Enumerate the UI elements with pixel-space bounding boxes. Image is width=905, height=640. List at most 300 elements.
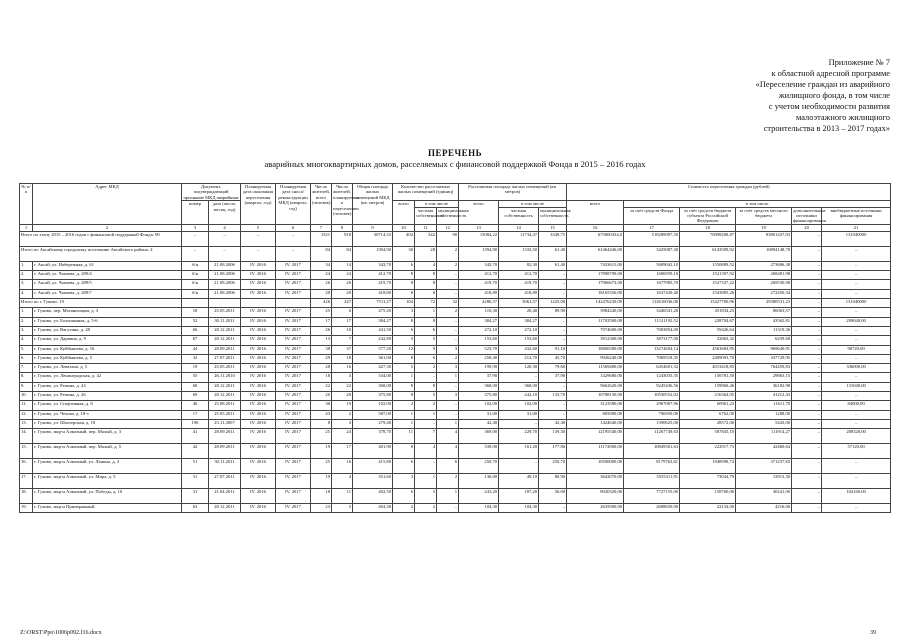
row-address: г. Гуково, ул. Дарвина, д. 9 <box>33 336 182 345</box>
table-cell: 2 <box>415 401 437 410</box>
table-cell: 83801437,03 <box>736 231 792 246</box>
table-cell: 10894148,78 <box>736 246 792 261</box>
table-cell: 42,40 <box>539 419 567 428</box>
table-cell: – <box>792 289 822 298</box>
table-cell: 159960,46 <box>680 382 736 391</box>
table-cell: – <box>182 246 209 261</box>
table-cell: 28 <box>311 364 332 373</box>
table-cell: 272,10 <box>499 326 539 335</box>
table-cell: 26 <box>311 280 332 289</box>
table-cell: 42 <box>182 444 209 459</box>
table-cell: 25.05.2011 <box>209 410 241 419</box>
row-address: г. Аксай, ул. Набережная, д. 61 <box>33 261 182 270</box>
table-cell: 404,30 <box>353 504 393 513</box>
row-address: г. Гуково, ул. Куйбышева, д. 5 <box>33 354 182 363</box>
table-cell: 869640,91 <box>736 345 792 354</box>
row-address: г. Гуково, ул. Большинная, д. 5-6 <box>33 317 182 326</box>
table-cell: – <box>792 345 822 354</box>
table-row <box>20 364 891 373</box>
table-cell: – <box>437 382 459 391</box>
table-cell: 110,30 <box>459 308 499 317</box>
table-cell: 20 <box>311 289 332 298</box>
table-cell: 28.09.2011 <box>209 345 241 354</box>
table-cell: 7069518,35 <box>624 354 680 363</box>
table-cell: – <box>792 326 822 335</box>
col-doc: Документ, подтверждающий признание МКД аварийным <box>182 184 241 201</box>
table-cell: – <box>539 382 567 391</box>
table-cell: 412,70 <box>499 271 539 280</box>
table-cell: – <box>792 474 822 489</box>
table-row <box>20 401 891 410</box>
table-cell: 9926240,00 <box>567 354 624 363</box>
table-cell: 1677985,70 <box>624 280 680 289</box>
table-cell: – <box>539 271 567 280</box>
footer-page-number: 39 <box>870 630 876 636</box>
table-cell: 20,40 <box>499 308 539 317</box>
table-cell: 104,30 <box>499 504 539 513</box>
table-cell: 69 <box>182 392 209 401</box>
table-row <box>20 299 891 308</box>
table-cell: 2 <box>393 504 415 513</box>
column-number: 2 <box>33 224 182 231</box>
table-cell: 2 <box>437 246 459 261</box>
table-cell: IV. 2017 <box>276 261 311 270</box>
table-cell: 7003854,00 <box>624 326 680 335</box>
table-cell: 133,70 <box>539 392 567 401</box>
table-cell: 587,00 <box>353 410 393 419</box>
table-cell: 18800580,00 <box>567 345 624 354</box>
col-address: Адрес МКД <box>33 184 182 225</box>
table-cell: – <box>415 459 437 474</box>
table-row <box>20 459 891 474</box>
table-cell: 17 <box>332 317 353 326</box>
table-cell: – <box>415 419 437 428</box>
col-area-resettled: Расселяемая площадь жилых помещений (кв. метров) <box>459 184 567 201</box>
table-cell: 43 <box>311 410 332 419</box>
table-cell: – <box>822 326 891 335</box>
table-cell: 1 <box>415 474 437 489</box>
table-cell: 5 <box>332 504 353 513</box>
table-cell: 82,30 <box>499 261 539 270</box>
table-cell: 5443,00 <box>736 419 792 428</box>
column-number: 13 <box>459 224 499 231</box>
table-cell: – <box>792 261 822 270</box>
table-cell: 3642070,00 <box>567 474 624 489</box>
table-cell: 1521 <box>311 231 332 246</box>
table-cell: – <box>822 354 891 363</box>
table-cell: IV. 2016 <box>241 444 276 459</box>
table-cell <box>276 299 311 308</box>
column-number: 1 <box>20 224 33 231</box>
table-cell: – <box>415 373 437 382</box>
table-cell: 18 <box>311 373 332 382</box>
table-cell: 19 <box>311 444 332 459</box>
table-row <box>20 392 891 401</box>
col-cost: Стоимость переселения граждан (рублей) <box>567 184 891 201</box>
col-rooms: Количество расселяемых жилых помещений (единиц) <box>393 184 459 201</box>
row-number: 19. <box>20 504 33 513</box>
col-rooms-private: частная собственность <box>415 207 437 224</box>
table-cell: – <box>792 354 822 363</box>
table-cell: 371237,65 <box>736 459 792 474</box>
row-number: 15. <box>20 444 33 459</box>
table-cell: 3 <box>393 308 415 317</box>
table-cell: 1521397,92 <box>680 271 736 280</box>
row-number: 11. <box>20 401 33 410</box>
column-numbers-row <box>20 224 891 231</box>
table-cell: 796950,00 <box>624 410 680 419</box>
table-cell: – <box>209 231 241 246</box>
table-cell: 268481,98 <box>736 271 792 280</box>
table-cell: 3349,75 <box>539 231 567 246</box>
table-cell: 42,40 <box>459 419 499 428</box>
table-cell: 222917,73 <box>680 444 736 459</box>
appendix-block <box>600 57 890 134</box>
table-cell: 279,40 <box>353 419 393 428</box>
footer-file-path: Z:\ORST\Ppo\1006p092.f16.docx <box>20 630 102 636</box>
row-address: г. Гуково, ул. Ленинградская, д. 42 <box>33 373 182 382</box>
appendix-line: малоэтажного жилищного <box>795 113 890 122</box>
column-number: 16 <box>567 224 624 231</box>
row-address: г. Гуково, ул. Репина, д. 24 <box>33 382 182 391</box>
table-cell: 3 <box>437 364 459 373</box>
table-cell: 32863,32 <box>680 336 736 345</box>
row-number: 12. <box>20 410 33 419</box>
table-cell: 8 <box>415 280 437 289</box>
table-cell: 418,80 <box>353 289 393 298</box>
row-number: 5. <box>20 345 33 354</box>
row-number: 7. <box>20 364 33 373</box>
table-cell: 17 <box>311 317 332 326</box>
table-cell: 13913,30 <box>736 474 792 489</box>
table-cell: – <box>792 373 822 382</box>
table-cell: IV. 2016 <box>241 271 276 280</box>
table-cell: 21.08.2006 <box>209 280 241 289</box>
table-cell: 8 <box>393 289 415 298</box>
table-cell: – <box>792 299 822 308</box>
table-cell: – <box>539 410 567 419</box>
table-cell: 4 <box>332 474 353 489</box>
table-cell: – <box>539 401 567 410</box>
table-cell: 6454601,32 <box>624 364 680 373</box>
table-cell: 3912300,00 <box>567 336 624 345</box>
table-cell: 17898799,00 <box>567 271 624 280</box>
table-cell: 17 <box>182 410 209 419</box>
row-address: г. Аксай, ул. Чапаева, д. 289/4 <box>33 271 182 280</box>
table-cell: 228704,67 <box>680 317 736 326</box>
col-area-munic: муниципальная собственность <box>539 207 567 224</box>
table-cell: – <box>437 280 459 289</box>
table-cell: 4286,57 <box>459 299 499 308</box>
table-cell: 84 <box>311 246 332 261</box>
table-cell: 5 <box>415 336 437 345</box>
table-cell: – <box>276 231 311 246</box>
table-cell: 36182,98 <box>736 382 792 391</box>
table-cell: 3984240,00 <box>567 308 624 317</box>
table-row <box>20 336 891 345</box>
col-local-funds: за счёт средств местного бюджета <box>736 207 792 224</box>
table-cell: 30241,00 <box>736 489 792 504</box>
col-planned-demolition: Планируемая дата сноса/реконструкции МКД (квартал, год) <box>276 184 311 225</box>
table-cell: 51 <box>182 459 209 474</box>
table-cell: 8 <box>415 271 437 280</box>
table-cell: 3123580,00 <box>567 401 624 410</box>
table-cell: 378,70 <box>353 429 393 444</box>
table-cell: 30714,33 <box>353 231 393 246</box>
table-cell: 158760,00 <box>680 489 736 504</box>
table-cell: 368,00 <box>353 382 393 391</box>
table-cell: 29 <box>311 354 332 363</box>
table-cell: 1394,90 <box>459 246 499 261</box>
table-cell: – <box>792 280 822 289</box>
table-cell: 402 <box>393 231 415 246</box>
document-heading <box>20 148 890 170</box>
table-row <box>20 444 891 459</box>
table-cell: 23 <box>311 504 332 513</box>
table-cell: 21.04.2011 <box>209 489 241 504</box>
table-cell: IV. 2017 <box>276 459 311 474</box>
table-cell: IV. 2017 <box>276 354 311 363</box>
table-cell: – <box>792 382 822 391</box>
table-cell: 91,10 <box>539 345 567 354</box>
table-cell: 111914,27 <box>736 429 792 444</box>
table-cell: IV. 2017 <box>276 419 311 428</box>
table-cell: 199,90 <box>459 364 499 373</box>
table-cell: 30.11.2011 <box>209 317 241 326</box>
table-cell: – <box>792 504 822 513</box>
row-number: 3. <box>20 326 33 335</box>
column-number: 5 <box>241 224 276 231</box>
table-cell: – <box>209 246 241 261</box>
table-cell: 18 <box>182 308 209 317</box>
table-cell: 6259,68 <box>736 336 792 345</box>
table-cell: 1225,00 <box>539 299 567 308</box>
table-row <box>20 429 891 444</box>
table-cell: 8 <box>393 392 415 401</box>
table-cell: 22 <box>311 382 332 391</box>
table-cell: 918 <box>332 231 353 246</box>
row-number: 16. <box>20 459 33 474</box>
table-cell: 441,50 <box>353 326 393 335</box>
table-cell: 3873177,00 <box>624 336 680 345</box>
table-cell: 401,90 <box>353 444 393 459</box>
table-cell: 28.09.2011 <box>209 444 241 459</box>
table-cell: – <box>822 392 891 401</box>
table-cell: 375,80 <box>353 392 393 401</box>
row-number: 18. <box>20 489 33 504</box>
table-cell: 523,70 <box>459 345 499 354</box>
column-number: 7 <box>311 224 332 231</box>
table-cell: – <box>822 289 891 298</box>
table-cell: – <box>792 444 822 459</box>
table-cell: 20 <box>332 289 353 298</box>
table-cell: 84000,00 <box>822 401 891 410</box>
column-number: 19 <box>736 224 792 231</box>
table-cell: 61464446,00 <box>567 246 624 261</box>
table-row <box>20 419 891 428</box>
table-row <box>20 410 891 419</box>
table-cell: 7511,27 <box>353 299 393 308</box>
table-cell: – <box>437 289 459 298</box>
table-cell: 22134,00 <box>680 504 736 513</box>
table-cell: 70098208,87 <box>680 231 736 246</box>
table-cell: 1243035,35 <box>624 373 680 382</box>
table-cell: 24 <box>332 271 353 280</box>
table-cell: IV. 2017 <box>276 326 311 335</box>
table-cell: 272450,34 <box>736 289 792 298</box>
table-cell: 1 <box>415 410 437 419</box>
table-cell: 3 <box>437 345 459 354</box>
table-cell: 4 <box>437 444 459 459</box>
table-cell: IV. 2016 <box>241 336 276 345</box>
table-cell: 2 <box>437 308 459 317</box>
table-cell: 187,20 <box>499 489 539 504</box>
table-cell: – <box>822 336 891 345</box>
row-address: г. Гуково, мкр-н Алмазный, ул. Мира, д. 5 <box>33 474 182 489</box>
row-number: 17. <box>20 474 33 489</box>
table-cell: 5 <box>393 364 415 373</box>
table-cell: 17 <box>332 444 353 459</box>
table-cell: 437729,95 <box>736 354 792 363</box>
table-cell: – <box>241 246 276 261</box>
table-cell: 384,27 <box>499 317 539 326</box>
table-cell: 142476230,09 <box>567 299 624 308</box>
table-cell: 1429680,00 <box>567 373 624 382</box>
table-cell: 419,70 <box>353 280 393 289</box>
col-planned-end: Планируемая дата окончания переселения (квартал, год) <box>241 184 276 225</box>
table-cell: 90720,00 <box>822 345 891 354</box>
table-cell: 21.08.2006 <box>209 289 241 298</box>
table-cell: – <box>437 271 459 280</box>
table-cell: 49,10 <box>499 474 539 489</box>
table-cell: 3061,57 <box>499 299 539 308</box>
table-cell: 59426,64 <box>680 326 736 335</box>
table-cell: 1527337,22 <box>680 280 736 289</box>
table-cell: 22 <box>332 382 353 391</box>
table-cell: 2608650,00 <box>624 504 680 513</box>
table-cell: IV. 2016 <box>241 317 276 326</box>
table-cell: 1 <box>437 489 459 504</box>
table-cell: 25 <box>311 459 332 474</box>
row-address: г. Гуково, ул. Куйбышева, д. 16 <box>33 345 182 354</box>
table-cell: 112610036,00 <box>624 299 680 308</box>
table-cell: – <box>792 308 822 317</box>
row-address: г. Гуково, мкр-н Алмазный, ул. Победы, д. 10 <box>33 489 182 504</box>
table-cell: 339,00 <box>459 444 499 459</box>
table-cell: 60961,23 <box>680 401 736 410</box>
table-cell: IV. 2017 <box>276 280 311 289</box>
table-cell: – <box>822 271 891 280</box>
table-cell: 31,00 <box>499 410 539 419</box>
table-row <box>20 231 891 246</box>
table-cell: IV. 2017 <box>276 489 311 504</box>
col-nonbudget-funds: внебюджетные источники финансирования <box>822 207 891 224</box>
table-cell: 120,30 <box>499 364 539 373</box>
table-cell: IV. 2016 <box>241 373 276 382</box>
table-cell: 1543885,26 <box>680 289 736 298</box>
row-address: г. Гуково, ул. Чехова, д. 18-з <box>33 410 182 419</box>
table-cell: 40 <box>182 401 209 410</box>
table-cell: 11121192,52 <box>624 317 680 326</box>
table-cell: 43562,81 <box>736 317 792 326</box>
table-cell: 1637420,40 <box>624 289 680 298</box>
table-cell: 17966673,00 <box>567 280 624 289</box>
table-cell: IV. 2017 <box>276 444 311 459</box>
table-cell: 16 <box>332 459 353 474</box>
table-cell: – <box>437 317 459 326</box>
table-cell: 16 <box>332 364 353 373</box>
table-cell: IV. 2017 <box>276 271 311 280</box>
appendix-line: с учетом необходимости развития <box>768 102 890 111</box>
table-row <box>20 373 891 382</box>
row-number: 4. <box>20 336 33 345</box>
table-cell: 342 <box>415 231 437 246</box>
table-cell: 243,20 <box>459 489 499 504</box>
table-cell: IV. 2016 <box>241 401 276 410</box>
table-cell: 3 <box>393 474 415 489</box>
table-cell: 28 <box>415 246 437 261</box>
table-cell: 26 <box>332 280 353 289</box>
table-cell: 4 <box>415 261 437 270</box>
table-cell: 3425087,30 <box>624 246 680 261</box>
table-cell: IV. 2016 <box>241 382 276 391</box>
table-cell: 21.08.2006 <box>209 261 241 270</box>
column-number: 11 <box>415 224 437 231</box>
table-cell: 31 <box>182 489 209 504</box>
table-row <box>20 345 891 354</box>
table-cell: 7 <box>332 336 353 345</box>
summary-label: Итого по г. Гуково: 19 <box>20 299 182 308</box>
table-cell: – <box>276 246 311 261</box>
table-row <box>20 261 891 270</box>
table-cell: 2 <box>437 261 459 270</box>
table-cell: 5 <box>393 336 415 345</box>
table-cell: IV. 2016 <box>241 261 276 270</box>
table-cell: – <box>822 410 891 419</box>
table-cell: 34 <box>311 261 332 270</box>
table-cell: 28572,00 <box>680 419 736 428</box>
table-cell: б/н <box>182 289 209 298</box>
row-address: г. Гуково, ул. Леватана, д. 5 <box>33 364 182 373</box>
table-cell: 269530,08 <box>736 280 792 289</box>
table-cell: 8 <box>393 444 415 459</box>
table-cell: 412,70 <box>459 271 499 280</box>
table-cell: IV. 2016 <box>241 474 276 489</box>
table-cell: 41 <box>182 429 209 444</box>
col-fund-funds: за счёт средств Фонда <box>624 207 680 224</box>
table-cell: – <box>792 410 822 419</box>
table-cell: 10500000,00 <box>567 459 624 474</box>
table-cell: 4563684,95 <box>680 345 736 354</box>
table-cell: 8 <box>415 382 437 391</box>
table-cell: 7074600,00 <box>567 326 624 335</box>
table-cell: 11319,36 <box>736 326 792 335</box>
table-cell: 102,00 <box>353 401 393 410</box>
table-cell: IV. 2016 <box>241 326 276 335</box>
table-cell: 32 <box>182 354 209 363</box>
row-number: 9. <box>20 382 33 391</box>
table-cell: 30.11.2011 <box>209 459 241 474</box>
table-cell: – <box>822 474 891 489</box>
table-cell: 18 <box>311 489 332 504</box>
table-cell <box>182 299 209 308</box>
row-number: 1. <box>20 261 33 270</box>
table-cell: IV. 2016 <box>241 429 276 444</box>
table-cell: IV. 2017 <box>276 345 311 354</box>
table-cell: 419,70 <box>459 280 499 289</box>
table-cell: – <box>437 410 459 419</box>
col-rooms-munic: муниципальная собственность <box>437 207 459 224</box>
